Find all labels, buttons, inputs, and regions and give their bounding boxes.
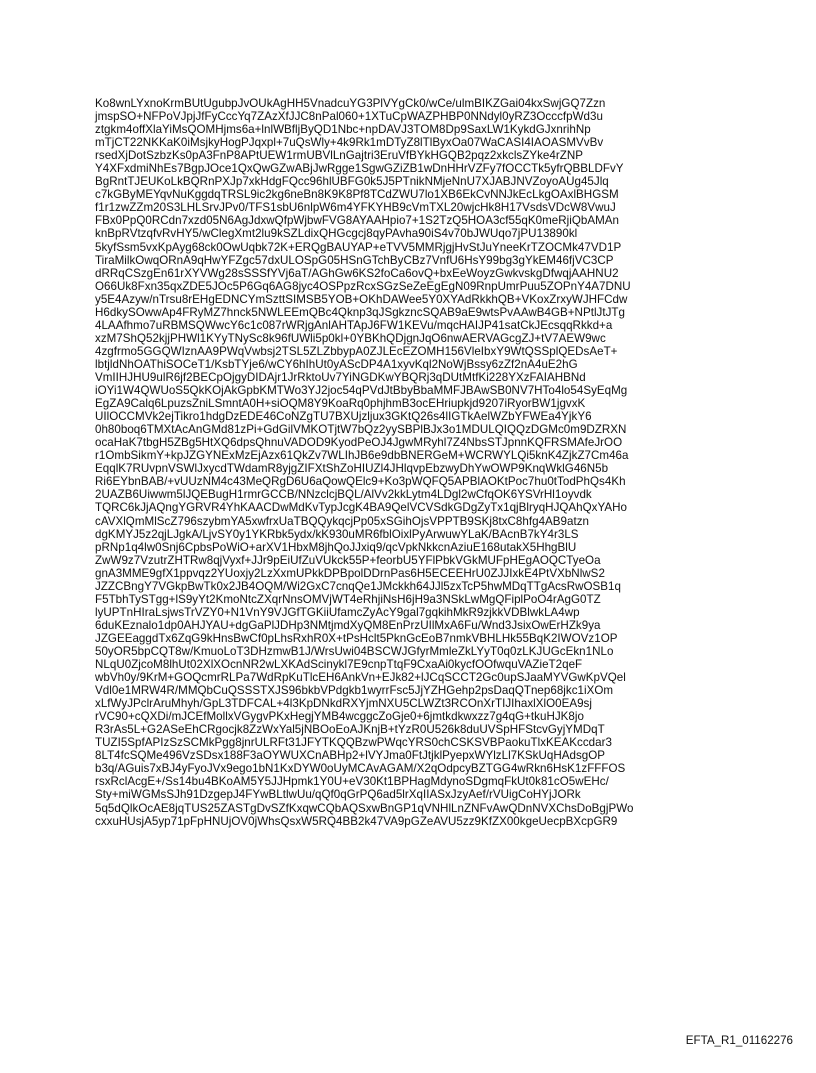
text-line: c7kGByMEYqvNuKggdqTRSL9ic2kg6neBn8K9K8Pf8TCdZWU7lo1XB6EkCvNNJkEcLkgOAxlBHGSM <box>95 188 619 202</box>
text-line: y5E4Azyw/nTrsu8rEHgEDNCYmSzttSIMSB5YOB+OKhDAWee5Y0XYAdRkkhQB+VKoxZrxyWJHFCdw <box>95 292 628 306</box>
text-line: lyUPTnHIraLsjwsTrVZY0+N1VnY9VJGfTGKiiUfamcZyAcY9gal7gqkihMkR9zjkkVDBlwkLA4wp <box>95 605 580 619</box>
text-line: 4LAAfhmo7uRBMSQWwcY6c1c087rWRjgAnlAHTApJ6FW1KEVu/mqcHAIJP41satCkJEcsqqRkkd+a <box>95 318 613 332</box>
text-line: ocaHaK7tbgH5ZBg5HtXQ6dpsQhnuVADOD9KyodPeOJ4JgwMRyhl7Z4NbsSTJpnnKQFRSMAfeJrOO <box>95 436 623 450</box>
text-line: R3rAs5L+G2ASeEhCRgocjk8ZzWxYal5jNBOoEoAJKnjB+tYzR0U526k8duUVSpHFStcvGyjYMDqT <box>95 723 605 737</box>
text-line: BgRntTJEUKoLkBQRnPXJp7xkHdgFQcc96hlUBFG0k5J5PTnikNMjeNnU7XJABJNVZoyoAUg45Jlq <box>95 175 609 189</box>
text-line: Sty+miWGMsSJh91DzgepJ4FYwBLtlwUu/qQf0qGrPQ6ad5lrXqIIASxJzyAef/rVUigCoHYjJORk <box>95 788 581 802</box>
text-line: 4zgfrmo5GGQWIznAA9PWqVwbsj2TSL5ZLZbbypA0ZJLEcEZOMH156VleIbxY9WtQSSplQEDsAeT+ <box>95 344 618 358</box>
text-line: dRRqCSzgEn61rXYVWg28sSSSfYVj6aT/AGhGw6KS2foCa6ovQ+bxEeWoyzGwkvskgDfwqjAAHNU2 <box>95 266 619 280</box>
text-line: Y4XFxdmiNhEs7BgpJOce1QxQwGZwABjJwRgge1SgwGZiZB1wDnHHrVZFy7fOCCTk5yfrQBBLDFvY <box>95 162 624 176</box>
text-line: 50yOR5bpCQT8w/KmuoLoT3DHzmwB1J/WrsUwi04BSCWJGfyrMmleZkLYyT0q0zLKJUGcEkn1NLo <box>95 644 614 658</box>
text-line: Ri6EYbnBAB/+vUUzNM4c43MeQRgD6U6aQowQElc9+Ko3pWQFQ5APBlAOKtPoc7hu0tTodPhQs4Kh <box>95 475 626 489</box>
text-line: jmspSO+NFPoVJpjJfFyCccYq7ZAzXfJJC8nPal060+1XTuCpWAZPHBP0NNdyl0yRZ3OcccfpWd3u <box>95 110 603 124</box>
text-line: 5kyfSsm5vxKpAyg68ck0OwUqbk72K+ERQgBAUYAP+eTVV5MMRjgjHvStJuYneeKrTZOCMk47VD1P <box>95 240 622 254</box>
text-line: ZwW9z7VzutrZHTRw8qjVyxf+JJr9pEiUfZuVUkck55P+feorbU5YFlPbkVGkMUFpHEgAOQCTyeOa <box>95 553 601 567</box>
text-line: rsedXjDotSzbzKs0pA3FnP8APtUEW1rmUBVlLnGajtri3EruVfBYkHGQB2pqz2xkclsZYke4rZNP <box>95 149 583 163</box>
text-line: cAVXlQmMlScZ796szybmYA5xwfrxUaTBQQykqcjPp05xSGihOjsVPPTB9SKj8txC8hfg4AB9atzn <box>95 514 589 528</box>
text-line: VmIIHJHU9ulR6jf2BECpOjgyDIDAjr1JrRktoUv7YiNGDKwYBQRj3qDUtMtfKi228YXzFAIAHBNd <box>95 370 586 384</box>
text-line: 0h80boq6TMXtAcAnGMd81zPi+GdGilVMKOTjtW7bQz2yySBPlBJx3o1MDULQIQQzDGMc0m9DZRXN <box>95 423 627 437</box>
text-line: UIlOCCMVk2ejTikro1hdgDzEDE46CoNZgTU7BXUjzljux3GKtQ26s4lIGTkAelWZbYFWEa4YjkY6 <box>95 410 592 424</box>
text-line: mTjCT22NKKaK0iMsjkyHogPJqxpl+7uQsWly+4k9Rk1mDTyZ8lTlByxOa07WaCASI4IAOASMVvBv <box>95 136 604 150</box>
text-line: knBpRVtzqfvRvHY5/wClegXmt2lu9kSZLdixQHGcgcj8qyPAvha90iS4v70bJWUqo7jPU13890kl <box>95 227 578 241</box>
text-line: lbtjldNhOAThiSOCeT1/KsbTYje6/wCY6hIhUt0yAScDP4A1xyvKql2NoWjBssy6zZf2nA4uE2hG <box>95 357 578 371</box>
text-line: rVC90+cQXDi/mJCEfMollxVGygvPKxHegjYMB4wcggcZoGje0+6jmtkdkwxzz7g4qG+tkuHJK8jo <box>95 710 584 724</box>
text-line: EqqlK7RUvpnVSWlJxycdTWdamR8yjgZIFXtShZoHIUZl4JHlqvpEbzwyDhYwOWP9KnqWklG46N5b <box>95 462 609 476</box>
text-line: JZGEEaggdTx6ZqG9kHnsBwCf0pLhsRxhR0X+tPsHclt5PknGcEoB7nmkVBHLHk55BqK2IWOVz1OP <box>95 631 618 645</box>
text-line: wbVh0y/9KrM+GOQcmrRLPa7WdRpKuTlcEH6AnkVn+EJk82+lJCqSCCT2Gc0upSJaaMYVGwKpVQel <box>95 671 626 685</box>
text-line: b3q/AGuis7xBJ4yFyoJVx9ego1bN1KxDYW0oUyMCAvAGAM/X2qOdpcyBZTGG4wRkn6HsK1zFFFOS <box>95 762 626 776</box>
text-line: 6duKEznalo1dp0AHJYAU+dgGaPlJDHp3NMtjmdXyQM8EnPrzUIlMxA6Fu/Wnd3JsixOwErHZk9ya <box>95 618 601 632</box>
text-line: xzM7ShQ52kjjPHWl1KYyTNySc8k96fUWli5p0kl+0YBKhQDjgnJqO6nwAERVAGcgZJ+tV7AEW9wc <box>95 331 606 345</box>
text-line: NLqU0ZjcoM8lhUt02XlXOcnNR2wLXKAdScinykl7E9cnpTtqF9CxaAi0kycfOOfwquVAZieT2qeF <box>95 658 583 672</box>
encoded-text-block <box>95 97 735 828</box>
text-line: 5q5dQlkOcAE8jqTUS25ZASTgDvSZfKxqwCQbAQSxwBnGP1qVNHlLnZNFvAwQDnNVXChsDoBgjPWo <box>95 801 634 815</box>
text-line: TQRC6kJjAQngYGRVR4YhKAACDwMdKvTypJcgK4BA9QelVCVSdkGDgZyTx1qjBlryqHJQAhQxYAHo <box>95 501 628 515</box>
text-line: ztgkm4offXlaYiMsQOMHjms6a+lnlWBfljByQD1Nbc+npDAVJ3TOM8Dp9SaxLW1KykdGJxnrihNp <box>95 123 591 137</box>
text-line: r1OmbSikmY+kpJZGYNExMzEjAzx61QkZv7WLIhJB6e9dbBNERGeM+WCRWYLQi5knK4ZjkZ7Cm46a <box>95 449 629 463</box>
text-line: Ko8wnLYxnoKrmBUtUgubpJvOUkAgHH5VnadcuYG3PlVYgCk0/wCe/ulmBIKZGai04kxSwjGQ7Zzn <box>95 97 606 110</box>
text-line: H6dkySOwwAp4FRyMZ7hnck5NWLEEmQBc4Qknp3qJSgkzncSQAB9aE9wtsPvAAwB4GB+NPtlJtJTg <box>95 305 625 319</box>
text-line: xLfWyJPclrAruMhyh/GpL3TDFCAL+4l3KpDNkdRXYjmNXU5CLWZt3RCOnXrTIJIhaxlXlO0EA9sj <box>95 697 592 711</box>
text-line: 8LT4fcSQMe496VzSDsx188F3aOYWUXCnABHp2+lVYJma0FtJtjklPyepxWYlzLl7KSkUqHAdsgOP <box>95 749 606 763</box>
text-line: FBx0PpQ0RCdn7xzd05N6AgJdxwQfpWjbwFVG8AYAAHpio7+1S2TzQ5HOA3cf55qK0meRjiQbAMAn <box>95 214 620 228</box>
text-line: Vdl0e1MRW4R/MMQbCuQSSSTXJS96bkbVPdgkb1wyrrFsc5JjYZHGehp2psDaqQTnep68jkc1iXOm <box>95 684 614 698</box>
text-line: cxxuHUsjA5yp71pFpHNUjOV0jWhsQsxW5RQ4BB2k47VA9pGZeAVU5zz9KfZX00kgeUecpBXcpGR9 <box>95 814 618 828</box>
text-line: rsxRclAcgE+/Ss14bu4BKoAM5Y5JJHpmk1Y0U+eV30Kt1BPHagMdynoSDgmqFkUt0k81cO5wEHc/ <box>95 775 609 789</box>
text-line: JZZCBngY7VGkpBwTk0x2JB4OQM/Wi2GxC7cnqQe1JMckkh64JJl5zxTcP5hwMDqTTgAcsRwOSB1q <box>95 579 621 593</box>
text-line: TiraMilkOwqORnA9qHwYFZgc57dxULOSpG05HSnGTchByCBz7VnfU6HsY99bg3gYkEM46fjVC3CP <box>95 253 614 267</box>
document-id-footer: EFTA_R1_01162276 <box>685 1034 793 1047</box>
text-line: iOYi1W4QWUoS5QkKOjAkGpbKMTWo3YJ2joc54qPVdJtBbyBbaMMFJBAwSB0NV7HTo4lo54SyEqMg <box>95 384 628 398</box>
text-line: dgKMYJ5z2qjLJgkA/LjvSY0y1YKRbk5ydx/kK930uMR6fblOixlPyArwuwYLaK/BAcnB7kY4r3LS <box>95 527 579 541</box>
text-line: EgZA9Calq6LpuzsZniLSmntA0H+siOQM8Y9KoaRq0phjhmB3ocEHriupkjd9207iRyorBW1jgvxK <box>95 397 586 411</box>
text-line: gnA3MME9gfX1ppvqz2YUoxjy2LzXxmUPkkDPBpolDDrnPas6H5ECEEHrU0ZJJIxkE4PtVXbNlwS2 <box>95 566 605 580</box>
text-line: O66Uk8Fxn35qxZDE5JOc5P6Gq6AG8jyc4OSPpzRcxSGzSeZeEgEgN09RnpUmrPuu5ZOPnY4A7DNU <box>95 279 631 293</box>
text-line: F5TbhTySTgg+lS9yYt2KmoNtcZXqrNnsOMVjWT4eRhjiNsH6jH9a3NSkLwMgQFiplPoO4rAgG0TZ <box>95 592 601 606</box>
text-line: 2UAZB6Uiwwm5lJQEBugH1rmrGCCB/NNzclcjBQL/AlVv2kkLytm4LDgl2wCfqOK6YSVrHl1oyvdk <box>95 488 592 502</box>
text-line: pRNp1q4lw0Snj6CpbsPoWiO+arXV1HbxM8jhQoJJxiq9/qcVpkNkkcnAziuE168utakX5HhgBlU <box>95 540 577 554</box>
text-line: TUZI5SpfAPIzSzSCMkPgg8jnrULRFt31JFYTKQQBzwPWqcYRS0chCSKSVBPaokuTlxKEAKccdar3 <box>95 736 612 750</box>
text-line: f1r1zwZZm20S3LHLSrvJPv0/TFS1sbU6nlpW6m4YFKYHB9cVmTXL20wjcHk8H17VsdsVDcW8VwuJ <box>95 201 616 215</box>
